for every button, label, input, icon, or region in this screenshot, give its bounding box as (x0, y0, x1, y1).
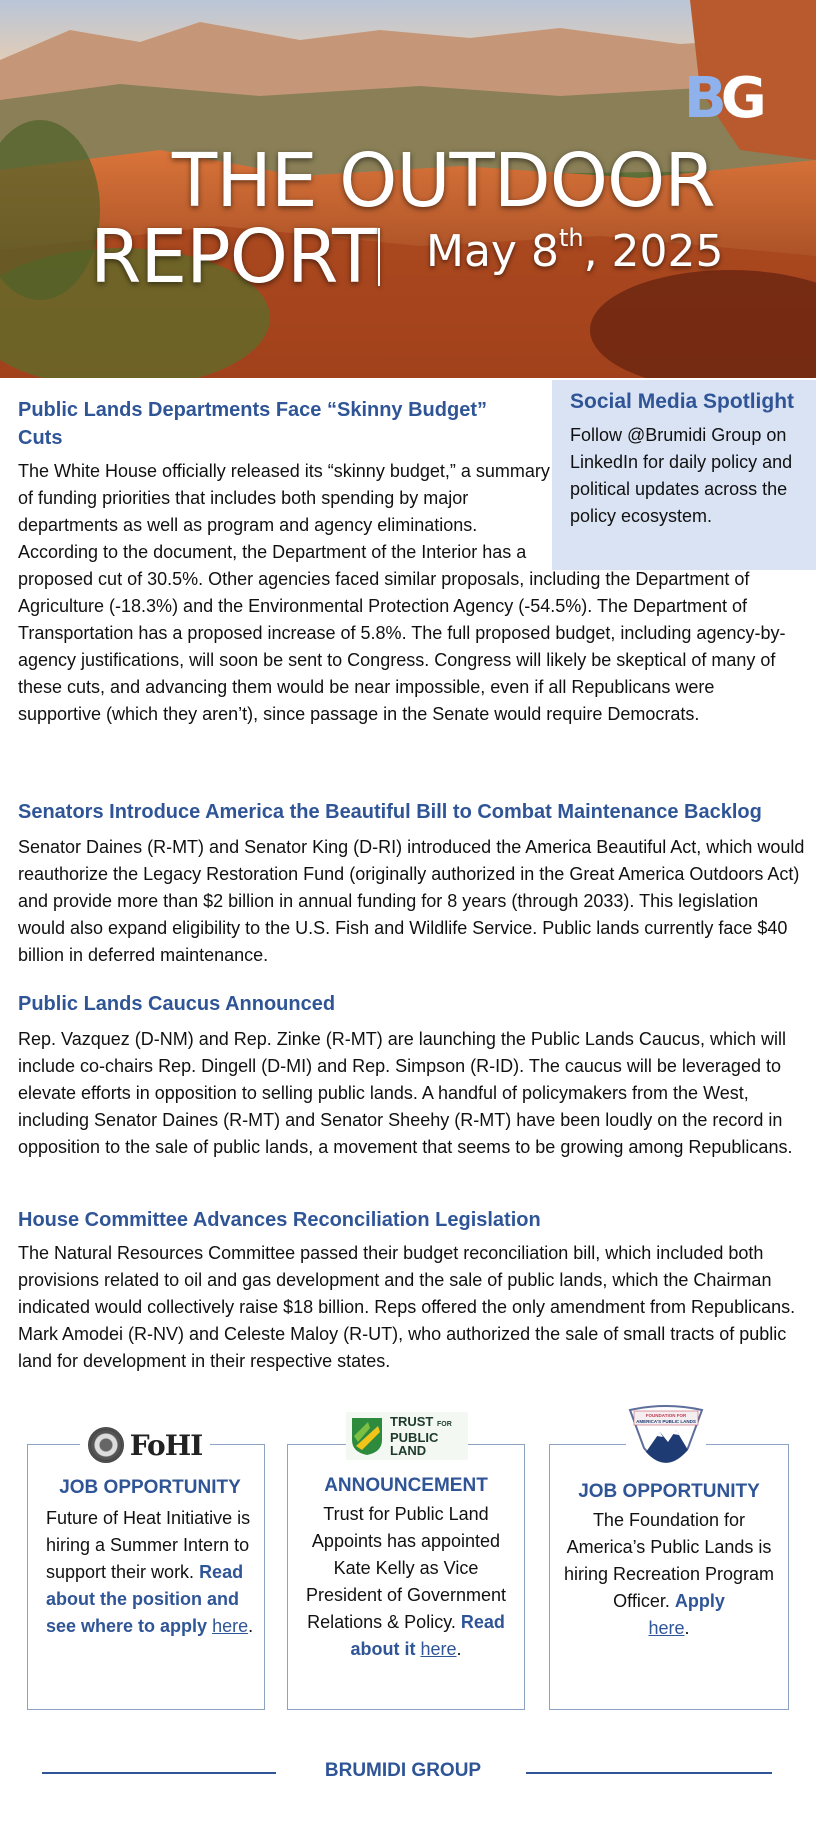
article-skinny-budget (18, 396, 798, 728)
card-heading: JOB OPPORTUNITY (59, 1477, 241, 1498)
article-body: The Natural Resources Committee passed their budget reconciliation bill, which included both provisions related to oil and gas development and the sale of public lands, which the Chairman indicated would collectively raise $18 billion. Reps offered the only amendment from Republicans. Mark Amodei (R-NV) and Celeste Maloy (R-UT), who authorized the sale of small tracts of public land for development in their respective states. (18, 1243, 796, 1371)
card-body: The Foundation for America’s Public Lands is hiring Recreation Program Officer. Apply here. (563, 1510, 775, 1638)
here-link[interactable]: here (212, 1616, 249, 1636)
footer-rule-right (526, 1772, 772, 1774)
card-heading: JOB OPPORTUNITY (578, 1481, 760, 1502)
spotlight-body: Follow @Brumidi Group on LinkedIn for daily policy and political updates across the policy ecosystem. (570, 425, 793, 526)
tpl-shield-icon (350, 1416, 384, 1456)
card-body: Future of Heat Initiative is hiring a Summer Intern to support their work. Read about the position and see where to apply here. (46, 1508, 254, 1636)
footer-rule-left (42, 1772, 276, 1774)
article-america-beautiful (18, 798, 808, 969)
card-heading: ANNOUNCEMENT (324, 1475, 488, 1496)
card-tpl-announcement (287, 1444, 525, 1710)
article-reconciliation (18, 1206, 808, 1375)
fohi-logo: FoHI (80, 1424, 210, 1466)
apply-link-text: Apply (674, 1591, 725, 1611)
title-divider (378, 228, 380, 286)
article-heading: Senators Introduce America the Beautiful Bill to Combat Maintenance Backlog (18, 801, 762, 823)
spotlight-heading: Social Media Spotlight (570, 390, 795, 413)
article-heading: Public Lands Caucus Announced (18, 993, 336, 1015)
here-link[interactable]: here (420, 1639, 457, 1659)
report-title-line-1: THE OUTDOOR (172, 138, 715, 224)
card-link-text: Read about it (350, 1612, 505, 1659)
card-fohi-job (27, 1444, 265, 1710)
trust-for-public-land-logo: TRUST FOR PUBLIC LAND (346, 1412, 468, 1460)
article-body: Senator Daines (R-MT) and Senator King (D-RI) introduced the America Beautiful Act, which would reauthorize the Legacy Restoration Fund (originally authorized in the Great America Outdoors Act) and provide more than $2 billion in annual funding for 8 years (through 2033). This legislation would also expand eligibility to the U.S. Fish and Wildlife Service. Public lands currently face $40 billion in deferred maintenance. (18, 837, 805, 965)
card-link-text: Read about the position and see where to apply (46, 1562, 244, 1636)
article-body: Rep. Vazquez (D-NM) and Rep. Zinke (R-MT) are launching the Public Lands Caucus, which will include co-chairs Rep. Dingell (D-MI) and Rep. Simpson (R-ID). The caucus will be leveraged to elevate efforts in opposition to selling public lands. A handful of policymakers from the West, including Senator Daines (R-MT) and Senator Sheehy (R-MT) have been loudly on the record in opposition to the sale of public lands, a movement that seems to be growing among Republicans. (18, 1029, 793, 1157)
fohi-seal-icon (88, 1427, 124, 1463)
article-body: The White House officially released its “skinny budget,” a summary of funding priorities that includes both spending by major departments as well as program and agency eliminations. According to the document, the Department of the Interior has a proposed cut of 30.5%. Other agencies faced similar proposals, including the Department of Agriculture (-18.3%) and the Environmental Protection Agency (-54.5%). The Department of Transportation has a proposed increase of 5.8%. The full proposed budget, including agency-by-agency justifications, will soon be sent to Congress. Congress will likely be skeptical of many of these cuts, and advancing them would be near impossible, even if all Republicans were supportive (which they aren’t), since passage in the Senate would require Democrats. (18, 461, 786, 724)
svg-text:FOUNDATION FOR: FOUNDATION FOR (645, 1413, 687, 1418)
header-banner (0, 0, 816, 378)
card-body: Trust for Public Land Appoints has appointed Kate Kelly as Vice President of Government Relations & Policy. Read about it here. (305, 1504, 507, 1659)
brumidi-logo: BG (684, 66, 761, 131)
report-title-line-2: REPORT (90, 214, 377, 300)
report-date: May 8th, 2025 (426, 224, 724, 277)
article-heading: House Committee Advances Reconciliation Legislation (18, 1209, 541, 1231)
foundation-americas-public-lands-logo (626, 1404, 706, 1478)
here-link[interactable]: here (648, 1618, 685, 1638)
card-fapl-job (549, 1444, 789, 1710)
article-heading: Public Lands Departments Face “Skinny Budget” Cuts (18, 399, 487, 449)
article-public-lands-caucus (18, 990, 808, 1161)
svg-text:AMERICA'S PUBLIC LANDS: AMERICA'S PUBLIC LANDS (636, 1419, 696, 1424)
footer-brand: BRUMIDI GROUP (324, 1760, 482, 1781)
spotlight-wrap-spacer (550, 396, 798, 566)
